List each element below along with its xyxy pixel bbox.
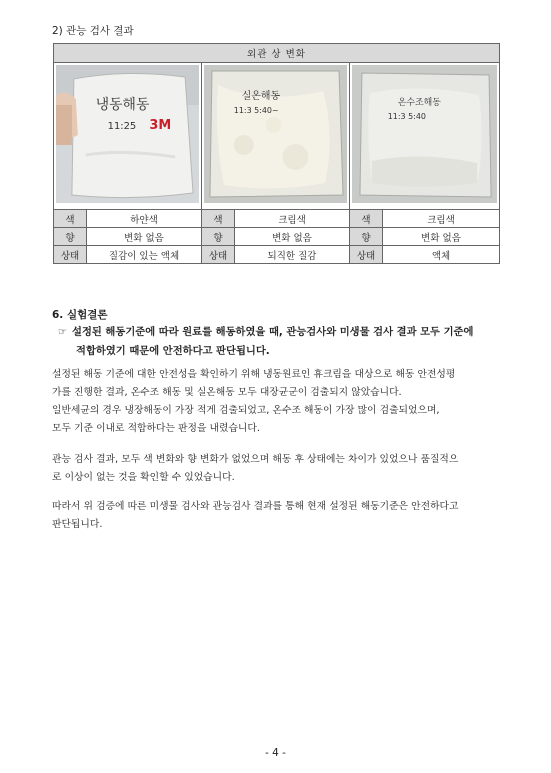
cell-value: 변화 없음 bbox=[383, 228, 500, 246]
row-label: 색 bbox=[202, 210, 235, 228]
cell-value: 하얀색 bbox=[87, 210, 202, 228]
handwriting-1: 온수조해동 bbox=[397, 97, 441, 109]
handwriting-2: 11:3 5:40 bbox=[387, 111, 426, 122]
row-smell bbox=[54, 228, 500, 246]
frozen-thaw-photo bbox=[56, 65, 199, 203]
cell-value: 질감이 있는 액체 bbox=[87, 246, 202, 264]
paragraph-line: 가를 진행한 결과, 온수조 해동 및 실온해동 모두 대장균군이 검출되지 않았습니다. bbox=[52, 387, 402, 398]
row-label: 향 bbox=[202, 228, 235, 246]
paragraph-sensory bbox=[52, 451, 504, 487]
row-label: 상태 bbox=[54, 246, 87, 264]
sensory-result-table bbox=[53, 43, 500, 264]
handwriting-1: 실온해동 bbox=[241, 90, 281, 103]
brand-logo: 3M bbox=[149, 117, 172, 134]
paragraph-line: 판단됩니다. bbox=[52, 519, 103, 530]
cell-value: 변화 없음 bbox=[87, 228, 202, 246]
paragraph-line: 관능 검사 결과, 모두 색 변화와 향 변화가 없었으며 해동 후 상태에는 차이가 있었으나 품질적으 bbox=[52, 454, 459, 465]
room-temp-thaw-photo bbox=[204, 65, 347, 203]
conclusion-highlight bbox=[58, 323, 508, 361]
row-label: 상태 bbox=[350, 246, 383, 264]
row-label: 향 bbox=[350, 228, 383, 246]
cell-value: 크림색 bbox=[383, 210, 500, 228]
row-label: 색 bbox=[54, 210, 87, 228]
cell-value: 크림색 bbox=[235, 210, 350, 228]
paragraph-final bbox=[52, 498, 504, 534]
paragraph-line: 일반세균의 경우 냉장해동이 가장 적게 검출되었고, 온수조 해동이 가장 많이 검출되었으며, bbox=[52, 405, 440, 416]
conclusion-title: 6. 실험결론 bbox=[52, 309, 108, 321]
cell-value: 변화 없음 bbox=[235, 228, 350, 246]
paragraph-line: 설정된 해동 기준에 대한 안전성을 확인하기 위해 냉동원료인 휴크림을 대상으로 해동 안전성평 bbox=[52, 369, 456, 380]
hand-pointing-icon: ☞ bbox=[58, 326, 68, 338]
handwriting-1: 냉동해동 bbox=[95, 96, 150, 114]
highlight-line-2: 적합하였기 때문에 안전하다고 판단됩니다. bbox=[76, 345, 270, 357]
row-state bbox=[54, 246, 500, 264]
page-number: - 4 - bbox=[265, 747, 286, 759]
section-title: 2) 관능 검사 결과 bbox=[52, 25, 134, 37]
handwriting-2: 11:3 5:40~ bbox=[233, 105, 279, 116]
paragraph-line: 따라서 위 검증에 따른 미생물 검사와 관능검사 결과를 통해 현재 설정된 해동기준은 안전하다고 bbox=[52, 501, 459, 512]
photo-cell-1 bbox=[54, 63, 202, 210]
highlight-line-1: 설정된 해동기준에 따라 원료를 해동하였을 때, 관능검사와 미생물 검사 결과 모두 기준에 bbox=[72, 326, 474, 338]
row-label: 상태 bbox=[202, 246, 235, 264]
row-label: 향 bbox=[54, 228, 87, 246]
photo-cell-2 bbox=[202, 63, 350, 210]
paragraph-line: 모두 기준 이내로 적합하다는 판정을 내렸습니다. bbox=[52, 423, 260, 434]
cell-value: 액체 bbox=[383, 246, 500, 264]
row-color bbox=[54, 210, 500, 228]
photo-cell-3 bbox=[350, 63, 500, 210]
paragraph-line: 로 이상이 없는 것을 확인할 수 있었습니다. bbox=[52, 472, 235, 483]
table-header: 외관 상 변화 bbox=[54, 44, 500, 63]
handwriting-2: 11:25 bbox=[107, 120, 137, 133]
water-bath-thaw-photo bbox=[352, 65, 497, 203]
cell-value: 되직한 질감 bbox=[235, 246, 350, 264]
paragraph-safety bbox=[52, 366, 504, 438]
row-label: 색 bbox=[350, 210, 383, 228]
